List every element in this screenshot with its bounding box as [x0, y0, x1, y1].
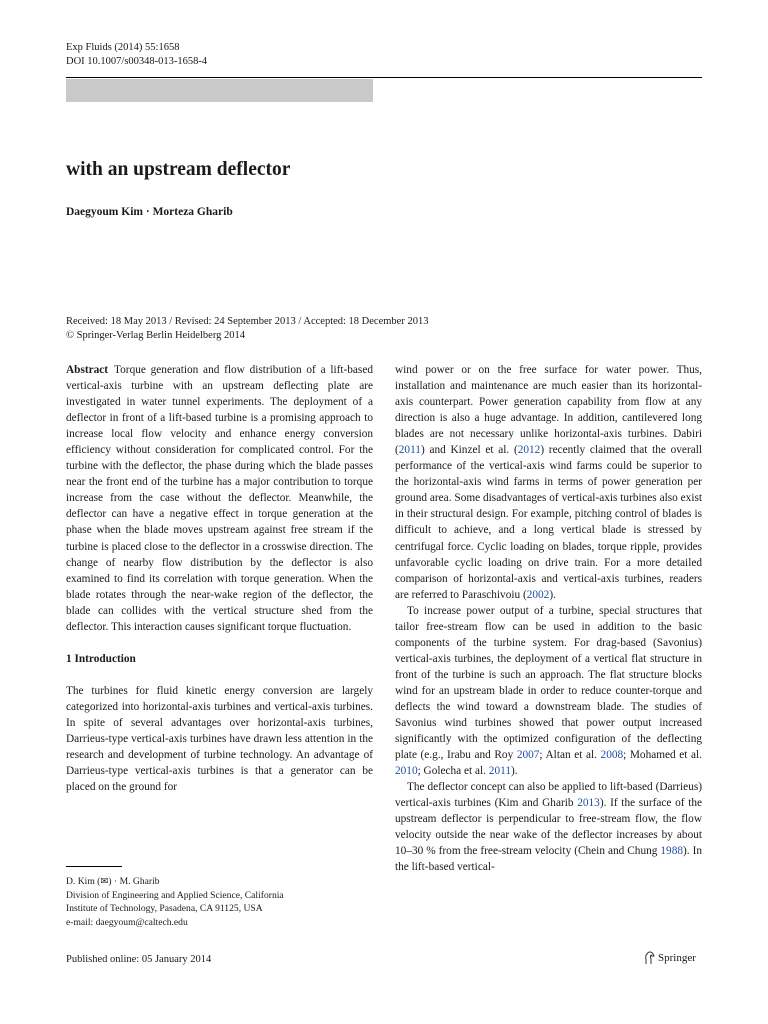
citation-link[interactable]: 2008: [600, 749, 624, 762]
doi[interactable]: DOI 10.1007/s00348-013-1658-4: [66, 56, 208, 67]
citation-link[interactable]: 2011: [398, 444, 421, 457]
text-run: To increase power output of a turbine, special structures that tailor free-stream flow can be used in addition to the basic components of the turbine system. For drag-based (Savonius) vertical-axis turbines, the deployment of a vertical flat structure in front of the turbine is such an approach. The flat structure blocks wind for an upstream blade in order to reduce counter-torque and deflects the wind toward a downstream blade. The studies of Savonius wind turbines showed that power output increased significantly with the optimized configuration of the deflecting plate (e.g., Irabu and Roy: [395, 604, 702, 762]
citation-link[interactable]: 2012: [517, 444, 541, 457]
citation-link[interactable]: 1988: [660, 845, 683, 858]
text-run: ; Golecha et al.: [417, 765, 489, 778]
footnote-affiliation: Division of Engineering and Applied Science, California: [66, 889, 284, 901]
left-column: [66, 362, 373, 795]
footnote-email[interactable]: e-mail: daegyoum@caltech.edu: [66, 916, 188, 928]
citation-link[interactable]: 2011: [488, 765, 511, 778]
text-run: ).: [510, 765, 518, 778]
text-run: ) recently claimed that the overall performance of the vertical-axis wind farms could be superior to the horizontal-axis wind farms in terms of power generation per ground area. Some disadvantages of vertical-axis turbines also exist in their structural design. For example, pitching control of blades is difficult to achieve, and a long vertical blade is stressed by centrifugal force. Cyclic loading on blades, torque ripple, provides unfavorable cyclic loading on drive train. For a more detailed comparison of horizontal-axis and vertical-axis turbines, readers are referred to Paraschivoiu (: [395, 444, 702, 601]
section-heading: 1 Introduction: [66, 652, 136, 665]
publisher-logo: [643, 951, 696, 965]
citation-link[interactable]: 2010: [395, 765, 418, 778]
copyright: © Springer-Verlag Berlin Heidelberg 2014: [66, 330, 246, 341]
article-type-banner: [66, 79, 373, 102]
header-rule: [66, 77, 702, 78]
footnote-authors: D. Kim (✉) · M. Gharib: [66, 876, 160, 887]
paragraph: [395, 779, 702, 875]
abstract-label: Abstract: [66, 364, 109, 376]
text-run: ; Altan et al.: [539, 749, 601, 762]
paragraph: [395, 362, 702, 603]
publisher-name: Springer: [658, 952, 696, 964]
text-run: wind power or on the free surface for water power. Thus, installation and maintenance are much easier than its horizontal-axis counterpart. Power generation capability from flow at any direction is also a huge advantage. In addition, cantilevered long blades are not necessary unlike horizontal-axis turbines. Dabiri (: [395, 364, 702, 457]
journal-reference: Exp Fluids (2014) 55:1658: [66, 42, 180, 53]
text-run: ).: [549, 588, 556, 601]
text-run: The deflector concept can also be applied to lift-based (Darrieus) vertical-axis turbines (Kim and Gharib: [395, 781, 702, 810]
text-run: ; Mohamed et al.: [623, 749, 703, 762]
text-run: ) and Kinzel et al. (: [420, 444, 518, 457]
footnote-rule: [66, 866, 122, 867]
springer-horse-icon: [643, 951, 655, 965]
authors[interactable]: Daegyoum Kim · Morteza Gharib: [66, 206, 233, 218]
text-run: ). If the surface of the upstream deflector is perpendicular to free-stream flow, the flow velocity outside the near wake of the deflector increases by about 10–30 % from the free-stream velocity (Chein and Chung: [395, 797, 703, 858]
published-online: Published online: 05 January 2014: [66, 954, 212, 965]
footnote-address: Institute of Technology, Pasadena, CA 91125, USA: [66, 903, 263, 914]
citation-link[interactable]: 2007: [516, 749, 540, 762]
right-column: [395, 362, 702, 876]
text-run: ). In the lift-based vertical-: [395, 845, 702, 874]
article-dates: Received: 18 May 2013 / Revised: 24 September 2013 / Accepted: 18 December 2013: [66, 316, 429, 327]
author-affiliation-footnote: [66, 875, 284, 929]
citation-link[interactable]: 2013: [577, 797, 600, 810]
abstract-text: Torque generation and flow distribution of a lift-based vertical-axis turbine with an upstream deflecting plate are investigated in water tunnel experiments. The deployment of a deflector in front of a lift-based turbine is a promising approach to increase local flow velocity and enhance energy conversion efficiency without consideration for complicated control. For the turbine with the deflector, the phase during which the blade passes near the front end of the turbine has a major contribution to torque increase from the case without the deflector. Meanwhile, the deflector can have a negative effect in torque generation at the phase when the blade moves upstream against free stream if the turbine is placed close to the deflector in a crosswise direction. The change of nearby flow distribution by the deflector is also examined to find its correlation with torque generation. When the blade rotates through the near-wake region of the deflector, the blade can collides with the vertical structure shed from the deflector. This interaction causes significant torque fluctuation.: [66, 364, 373, 633]
abstract: [66, 362, 373, 635]
citation-link[interactable]: 2002: [526, 588, 550, 601]
paragraph: [395, 603, 702, 780]
intro-paragraph: The turbines for fluid kinetic energy conversion are largely categorized into horizontal-axis turbines and vertical-axis turbines. In spite of several advantages over horizontal-axis turbines, Darrieus-type vertical-axis turbines have drawn less attention in the research and development of turbine technology. An advantage of Darrieus-type vertical-axis turbines is that a generator can be placed on the ground for: [66, 684, 373, 794]
article-title: with an upstream deflector: [66, 159, 291, 180]
